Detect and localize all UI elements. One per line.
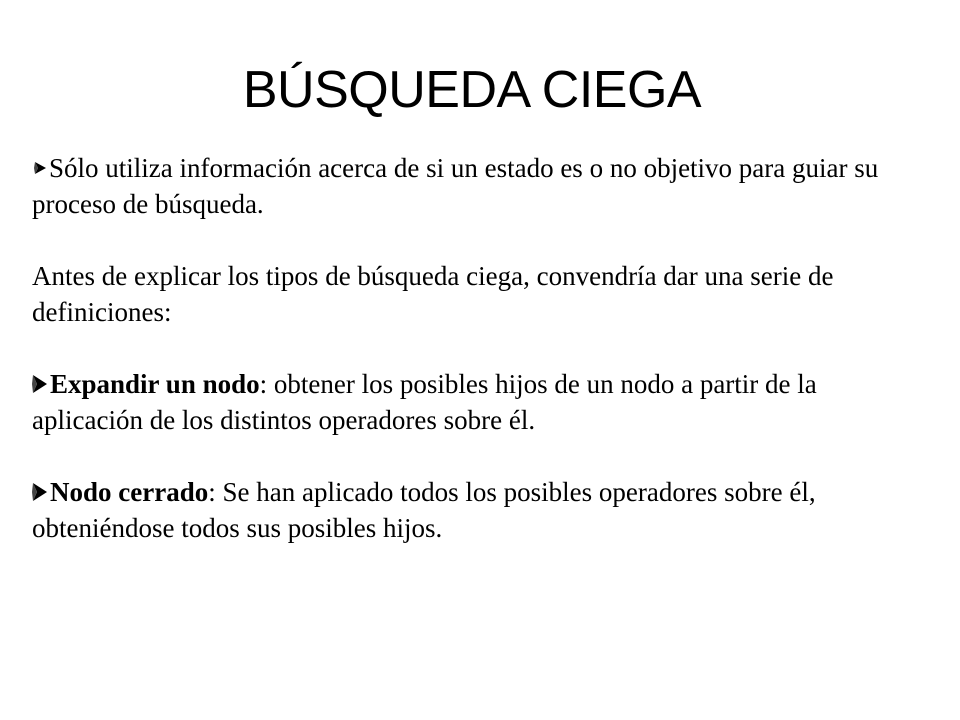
definition-term: Nodo cerrado [50, 477, 209, 507]
definition-text: : Se han aplicado todos los posibles operadores sobre él, obteniéndose todos sus posibles hijos. [32, 477, 816, 543]
definition-expandir-nodo [32, 366, 922, 438]
intro-text: Sólo utiliza información acerca de si un estado es o no objetivo para guiar su proceso de búsqueda. [32, 153, 879, 219]
intro-bullet [32, 150, 922, 222]
preamble-paragraph: Antes de explicar los tipos de búsqueda ciega, convendría dar una serie de definiciones: [32, 261, 834, 327]
slide-title: BÚSQUEDA CIEGA [242, 61, 702, 119]
spacer [32, 330, 922, 366]
spacer [32, 222, 922, 258]
arrowhead-bullet-icon [34, 162, 47, 174]
slide-body [32, 150, 922, 546]
definition-nodo-cerrado [32, 474, 922, 546]
arrowhead-bullet-icon [32, 375, 48, 393]
definition-text: : obtener los posibles hijos de un nodo a partir de la aplicación de los distintos operadores sobre él. [32, 369, 817, 435]
spacer [32, 438, 922, 474]
definition-term: Expandir un nodo [50, 369, 260, 399]
arrowhead-bullet-icon [32, 483, 48, 501]
